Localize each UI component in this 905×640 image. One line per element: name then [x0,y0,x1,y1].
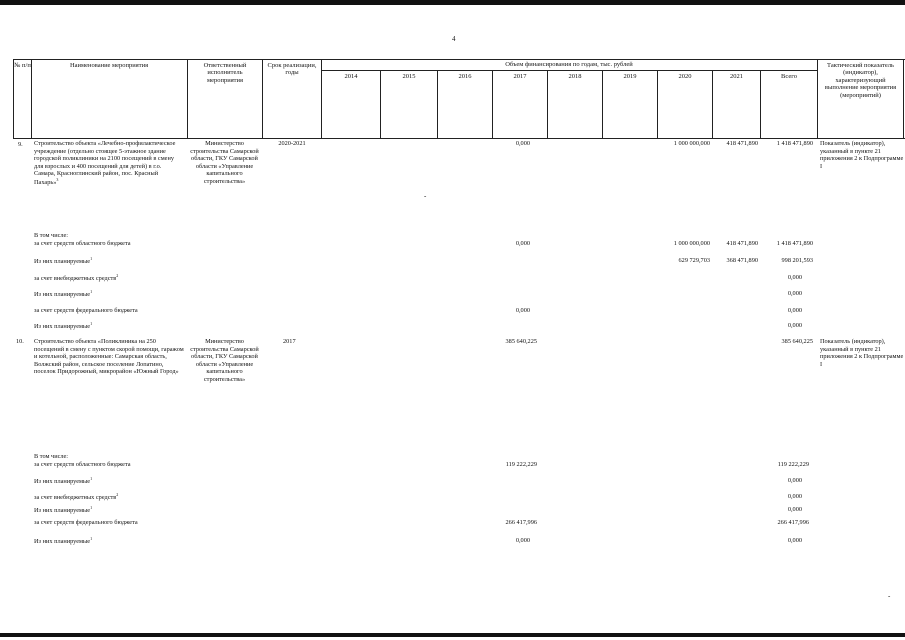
sub-value-2017: 0,000 [515,537,530,544]
sub-label: за счет средств федерального бюджета [34,519,138,526]
row-value-total: 385 640,225 [781,338,813,345]
sub-value-total: 0,000 [787,477,802,484]
sub-label: Из них планируемые$^1$ [34,476,93,486]
header-year: 2018 [568,73,582,80]
col-line [903,59,904,139]
sub-label: Из них планируемые$^1$ [34,505,93,515]
header-year: 2017 [513,73,527,80]
header-year: 2021 [730,73,743,80]
sub-label: Из них планируемые$^1$ [34,321,93,331]
header-total: Всего [781,73,797,80]
sub-value-total: 1 418 471,890 [776,240,813,247]
sub-label: Из них планируемые$^1$ [34,256,93,266]
row-number: 9. [18,141,23,148]
header-col-indicator: Тактический показатель (индикатор), характеризующий выполнение мероприятия (мероприятий) [824,62,897,99]
header-col-term: Срок реализации, годы [267,62,317,77]
bottom-border [0,633,905,637]
header-mid-line [321,70,817,71]
row-indicator: Показатель (индикатор), указанный в пункте 21 приложения 2 к Подпрограмме I [820,338,904,368]
header-year: 2015 [402,73,416,80]
row-number: 10. [16,338,24,345]
sub-label: за счет средств федерального бюджета [34,307,138,314]
header-year: 2019 [623,73,637,80]
page-number: 4 [452,35,456,43]
sub-value-total: 0,000 [787,322,802,329]
row-value-total: 1 418 471,890 [776,140,813,147]
row-name: Строительство объекта «Поликлиника на 250 посещений в смену с пунктом скорой помощи, гаражом и котельной, расположенные: Самарская область, Волжский район, сельское поселение Лопатино, поселок Придорожный, микрорайон «Южный Город» [34,338,184,376]
row-name: Строительство объекта «Лечебно-профилактическое учреждение (отдельно стоящее 5-этажное здание городской поликлиники на 2100 посещений в смену для взрослых и 400 посещений для детей) в г.о. Самара, Красноглинский район, пос. Красный Пахарь»$^3$ [34,140,176,186]
top-border [0,0,905,5]
sub-value-2021: 368 471,890 [726,257,758,264]
header-col-no: № п/п [14,62,31,69]
sub-value-total: 0,000 [787,506,802,513]
sub-value-total: 0,000 [787,307,802,314]
sub-value-2020: 1 000 000,000 [673,240,710,247]
sub-value-2020: 629 729,703 [678,257,710,264]
sub-value-2017: 119 222,229 [505,461,537,468]
row-value-2020: 1 000 000,000 [673,140,710,147]
sub-label: за счет внебюджетных средств$^2$ [34,492,119,502]
sub-label: В том числе: [34,453,69,460]
sub-value-2021: 418 471,890 [726,240,758,247]
sub-label: В том числе: [34,232,69,239]
col-line [31,59,32,139]
row-responsible: Министерство строительства Самарской области, ГКУ Самарской области «Управление капитального строительства» [190,338,259,383]
row-indicator: Показатель (индикатор), указанный в пункте 21 приложения 2 к Подпрограмме I [820,140,904,170]
sub-label: Из них планируемые$^1$ [34,536,93,546]
row-value-2021: 418 471,890 [726,140,758,147]
sub-value-total: 0,000 [787,290,802,297]
col-line [187,59,188,139]
sub-value-total: 0,000 [787,493,802,500]
sub-label: за счет внебюджетных средств$^2$ [34,273,119,283]
header-bottom-line [13,138,905,139]
sub-value-total: 266 417,996 [777,519,809,526]
row-responsible: Министерство строительства Самарской области, ГКУ Самарской области «Управление капитального строительства» [190,140,259,185]
sub-value-2017: 0,000 [515,240,530,247]
sub-value-total: 119 222,229 [777,461,809,468]
row-value-2017: 385 640,225 [505,338,537,345]
row-term: 2017 [283,338,296,345]
header-col-resp: Ответственный исполнитель мероприятия [203,62,247,84]
stray-mark: - [424,192,427,200]
sub-value-total: 0,000 [787,274,802,281]
col-line [321,59,322,139]
header-top-line [13,59,905,60]
sub-value-total: 998 201,593 [781,257,813,264]
col-line [262,59,263,139]
sub-value-2017: 0,000 [515,307,530,314]
sub-value-total: 0,000 [787,537,802,544]
stray-mark: - [888,592,891,600]
sub-value-2017: 266 417,996 [505,519,537,526]
header-year: 2016 [458,73,472,80]
header-year: 2020 [678,73,692,80]
row-term: 2020-2021 [278,140,306,147]
row-value-2017: 0,000 [515,140,530,147]
header-year: 2014 [344,73,358,80]
sub-label: за счет средств областного бюджета [34,240,131,247]
sub-label: Из них планируемые$^1$ [34,289,93,299]
col-line [13,59,14,139]
header-col-name: Наименование мероприятия [69,62,149,69]
header-col-financing: Объем финансирования по годам, тыс. рублей [505,61,633,68]
col-line [817,59,818,139]
sub-label: за счет средств областного бюджета [34,461,131,468]
